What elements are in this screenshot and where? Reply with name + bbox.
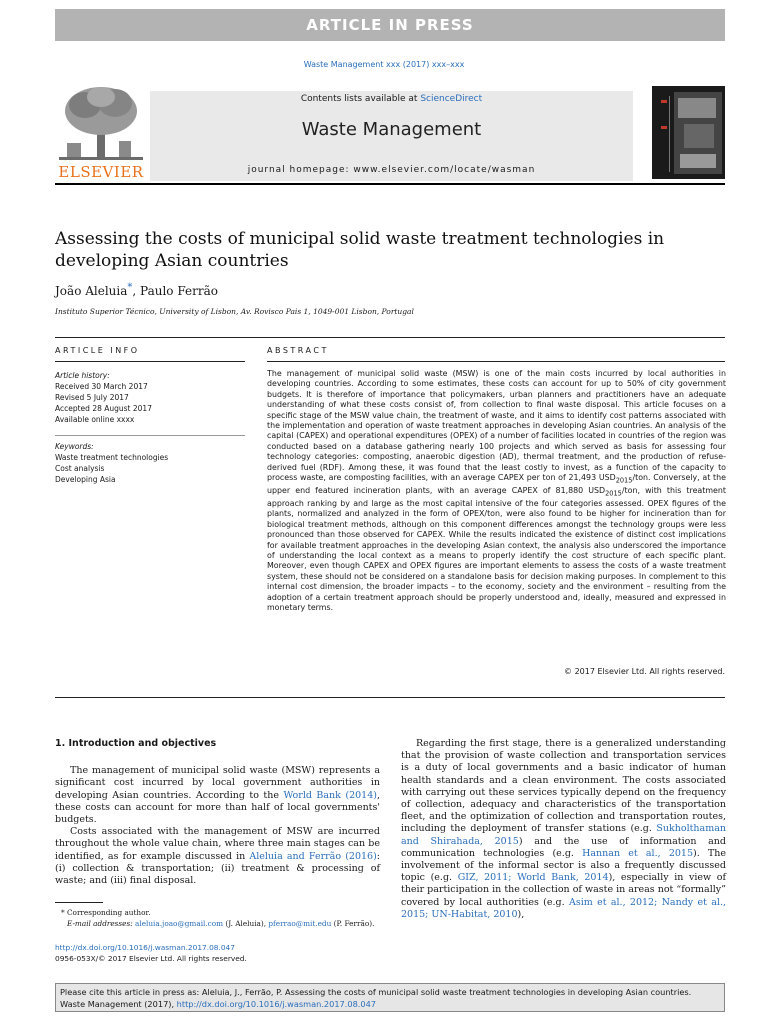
journal-title: Waste Management	[301, 119, 482, 140]
contents-line	[150, 94, 633, 104]
author-name[interactable]: João Aleluia	[55, 284, 128, 298]
cover-accent-bar	[661, 100, 667, 103]
abstract-heading: ABSTRACT	[267, 346, 329, 355]
article-title: Assessing the costs of municipal solid waste treatment technologies in developing Asian countries	[55, 229, 665, 271]
cover-spine	[658, 96, 670, 172]
corresponding-author-mark[interactable]: *	[127, 282, 133, 293]
citation-box	[55, 983, 725, 1012]
abstract-end-rule	[55, 697, 725, 698]
citation-link[interactable]: Asim et al., 2012; Nandy et al., 2015; UN-Habitat, 2010	[401, 896, 727, 920]
keyword-item: Waste treatment technologies	[55, 453, 169, 462]
cover-accent-bar	[661, 126, 667, 129]
section-heading: 1. Introduction and objectives	[55, 738, 217, 749]
footnote	[55, 907, 385, 929]
journal-homepage[interactable]: journal homepage: www.elsevier.com/locate/wasman	[247, 165, 536, 175]
abstract-rule	[267, 361, 725, 362]
corresponding-author-note: * Corresponding author.	[61, 908, 151, 917]
email-link[interactable]: pferrao@mit.edu	[268, 919, 332, 928]
section-rule	[55, 337, 725, 338]
journal-reference[interactable]: Waste Management xxx (2017) xxx–xxx	[303, 60, 465, 69]
footnote-rule	[55, 902, 103, 903]
history-item: Accepted 28 August 2017	[55, 404, 152, 413]
history-heading: Article history:	[55, 371, 110, 380]
citation-link[interactable]: World Bank (2014)	[283, 789, 377, 801]
author-list	[55, 282, 218, 298]
body-column-left	[55, 738, 380, 887]
doi-link[interactable]: http://dx.doi.org/10.1016/j.wasman.2017.08.047	[55, 943, 235, 952]
citation-link[interactable]: Aleluia and Ferrão (2016)	[249, 850, 377, 862]
article-history	[55, 370, 245, 425]
keyword-item: Cost analysis	[55, 464, 105, 473]
citation-line: Waste Management (2017), http://dx.doi.org/10.1016/j.wasman.2017.08.047	[60, 999, 377, 1009]
keywords-heading: Keywords:	[55, 442, 94, 451]
elsevier-tree-logo	[55, 83, 147, 181]
sciencedirect-link[interactable]: ScienceDirect	[420, 94, 483, 104]
citation-line: Please cite this article in press as: Aleluia, J., Ferrão, P. Assessing the costs of municipal solid waste treatment technologies in developing Asian countries.	[60, 987, 692, 997]
masthead-center	[150, 91, 633, 181]
affiliation: Instituto Superior Técnico, University of Lisbon, Av. Rovisco Pais 1, 1049-001 Lisbon, Portugal	[55, 307, 414, 316]
issn-line: 0956-053X/© 2017 Elsevier Ltd. All rights reserved.	[55, 954, 247, 963]
email-link[interactable]: aleluia.joao@gmail.com	[135, 919, 224, 928]
body-paragraph: Costs associated with the management of MSW are incurred throughout the whole value chain, where three main stages can be identified, as for example discussed in Aleluia and Ferrão (2016): (i) collection & transportation; (ii) treatment & processing of waste; and (iii) final disposal.	[55, 826, 380, 887]
body-paragraph: The management of municipal solid waste (MSW) represents a significant cost incurred by local government authorities in developing Asian countries. According to the World Bank (2014), these costs can account for more than half of local governments' budgets.	[55, 765, 380, 826]
history-item: Available online xxxx	[55, 415, 135, 424]
cover-artwork	[674, 92, 722, 174]
doi-block	[55, 942, 385, 964]
article-info-heading: ARTICLE INFO	[55, 346, 140, 355]
keywords	[55, 441, 245, 485]
author-separator: ,	[132, 284, 141, 298]
citation-link[interactable]: Hannan et al., 2015	[582, 847, 693, 859]
elsevier-wordmark: ELSEVIER	[58, 163, 144, 181]
email-addresses: E-mail addresses: aleluia.joao@gmail.com (J. Aleluia), pferrao@mit.edu (P. Ferrão).	[67, 919, 375, 928]
article-in-press-banner: ARTICLE IN PRESS	[55, 9, 725, 41]
abstract-copyright: © 2017 Elsevier Ltd. All rights reserved.	[564, 667, 725, 676]
abstract-text: The management of municipal solid waste (MSW) is one of the main costs incurred by local authorities in developing countries. According to some estimates, these costs can account for up to 50% of city government budgets. It is therefore of importance that policymakers, urban planners and practitioners have an adequate understanding of what these costs consist of, from collection to final waste disposal. This article focuses on a specific stage of the MSW value chain, the treatment of waste, and it aims to identify cost patterns associated with the implementation and operation of waste treatment approaches in developing Asian countries. An analysis of the capital (CAPEX) and operational expenditures (OPEX) of a number of facilities located in countries of the region was conducted based on a database gathering nearly 100 projects and which served as basis for assessing four technology categories: composting, anaerobic digestion (AD), thermal treatment, and the production of refuse-derived fuel (RDF). Among these, it was found that the least costly to invest, as a function of the capacity to process waste, are composting facilities, with an average CAPEX per ton of 21,493 $USD_{2015}$/ton. Conversely, at the upper end featured incineration plants, with an average CAPEX of 81,880 $USD_{2015}$/ton, with this treatment approach ranking by and large as the most capital intensive of the four categories assessed. OPEX figures of the plants, normalized and analyzed in the form of OPEX/ton, were also found to be higher for incineration than for biological treatment methods, although on this component differences amongst the technology groups were less pronounced than those observed for CAPEX. While the results indicated the existence of distinct cost implications for available treatment approaches in the developing Asian context, the analysis also underscored the importance of understanding the local context as a means to properly identify the cost structure of each specific plant. Moreover, even though CAPEX and OPEX figures are important elements to assess the costs of a waste treatment system, these should not be considered on a standalone basis for decision making purposes. In complement to this internal cost dimension, the broader impacts – to the economy, society and the environment – resulting from the adoption of a certain treatment approach should be properly understood and, ideally, measured and expressed in monetary terms.	[267, 369, 726, 613]
history-item: Received 30 March 2017	[55, 382, 148, 391]
citation-link[interactable]: GIZ, 2011; World Bank, 2014	[457, 872, 609, 884]
article-info-rule	[55, 361, 245, 362]
author-name[interactable]: Paulo Ferrão	[140, 284, 218, 298]
keyword-item: Developing Asia	[55, 475, 116, 484]
history-item: Revised 5 July 2017	[55, 393, 129, 402]
body-paragraph: Regarding the first stage, there is a generalized understanding that the provision of waste collection and transportation services is a duty of local governments and a basic indicator of human health standards and a clean environment. The costs associated with carrying out these services typically depend on the frequency of collection, adequacy and characteristics of the transportation fleet, and the optimization of collection and transportation routes, including the deployment of transfer stations (e.g. Sukholthaman and Shirahada, 2015) and the use of information and communication technologies (e.g. Hannan et al., 2015). The involvement of the informal sector is also a frequently discussed topic (e.g. GIZ, 2011; World Bank, 2014), especially in view of their participation in the collection of waste in areas not “formally” covered by local authorities (e.g. Asim et al., 2012; Nandy et al., 2015; UN-Habitat, 2010),	[401, 738, 727, 920]
citation-link[interactable]: Sukholthaman and Shirahada, 2015	[401, 823, 726, 847]
body-column-right	[401, 738, 726, 921]
journal-cover-image	[652, 86, 725, 179]
journal-masthead	[55, 83, 725, 185]
info-divider	[55, 435, 245, 436]
contents-prefix: Contents lists available at	[300, 94, 421, 104]
citation-doi-link[interactable]: http://dx.doi.org/10.1016/j.wasman.2017.08.047	[176, 999, 377, 1009]
